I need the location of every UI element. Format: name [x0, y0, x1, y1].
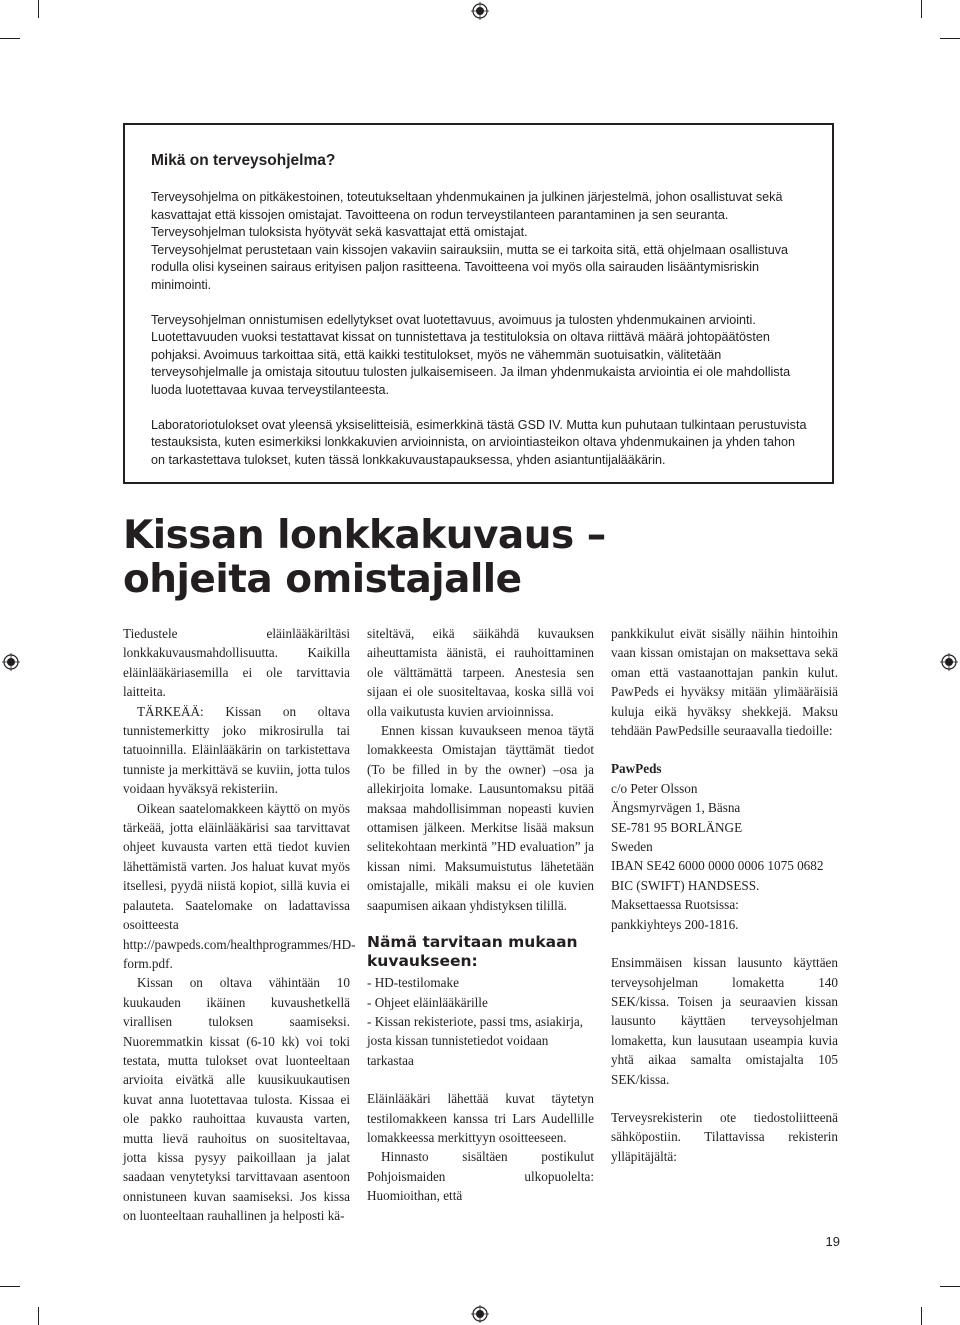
- page-title-line: ohjeita omistajalle: [123, 557, 522, 602]
- page-title-line: Kissan lonkkakuvaus –: [123, 513, 606, 558]
- column-3: [611, 624, 838, 1166]
- crop-mark: [0, 1286, 20, 1287]
- crop-mark: [940, 38, 960, 39]
- body-paragraph: Ensimmäisen kissan lausunto käyttäen terveysohjelman lomaketta 140 SEK/kissa. Toisen ja seuraavien kissan lausunto käyttäen terveysohjelman lomaketta, kun lausutaan useampia kuvia yhtä aikaa samalta omistajalta 105 SEK/kissa.: [611, 955, 838, 1087]
- body-paragraph: Hinnasto sisältäen postikulut Pohjoismaiden ulkopuolelta: Huomioithan, että: [367, 1149, 594, 1204]
- crop-mark: [921, 1307, 922, 1325]
- crop-mark: [38, 1307, 39, 1325]
- address-line: pankkiyhteys 200-1816.: [611, 916, 739, 932]
- registration-mark-icon: [471, 2, 489, 20]
- body-paragraph: pankkikulut eivät sisälly näihin hintoihin vaan kissan omistajan on maksettava sekä oman että vastaanottajan pankin kulut. PawPeds ei hyväksy mitään ylimääräisiä kuluja eikä hyväksy shekkejä. Maksu tehdään PawPedsille seuraavalla tiedoille:: [611, 626, 838, 739]
- address-line: Sweden: [611, 839, 653, 855]
- address-line: Maksettaessa Ruotsissa:: [611, 897, 739, 913]
- body-paragraph: Oikean saatelomakkeen käyttö on myös tärkeää, jotta eläinlääkärisi saa tarvittavat ohjeet kuvausta varten että tiedot kuvien lähettämistä varten. Jos haluat kuvat myös itsellesi, pyydä niistä kopiot, sillä kuvia ei palauteta. Saatelomake on ladattavissa osoitteesta http://pawpeds.com/healthprogrammes/HD-form.pdf.: [123, 800, 356, 971]
- page-title: [123, 514, 883, 602]
- info-paragraph: Terveysohjelmat perustetaan vain kissojen vakaviin sairauksiin, mutta se ei tarkoita sitä, että ohjelmaan osallistuva rodulla olisi kyseinen sairaus erityisen paljon rasitteena. Tavoitteena voi myös olla sairauden lisääntymisriskin minimointi.: [151, 242, 788, 292]
- crop-mark: [940, 1286, 960, 1287]
- info-box-title: Mikä on terveysohjelma?: [151, 152, 336, 169]
- address-line: SE-781 95 BORLÄNGE: [611, 819, 743, 835]
- registration-mark-icon: [2, 653, 20, 671]
- section-heading: Nämä tarvitaan mukaan kuvaukseen:: [367, 933, 578, 971]
- page-number: 19: [825, 1234, 840, 1249]
- crop-mark: [921, 0, 922, 18]
- bic-line: BIC (SWIFT) HANDSESS.: [611, 877, 760, 893]
- body-paragraph: TÄRKEÄÄ: Kissan on oltava tunnistemerkitty joko mikrosirulla tai tatuoinnilla. Eläinlääkärin on tarkistettava tunniste ja merkittävä se kuviin, jotta tulos voidaan hyväksyä rekisteriin.: [123, 703, 350, 797]
- body-paragraph: Tiedustele eläinlääkäriltäsi lonkkakuvausmahdollisuutta. Kaikilla eläinlääkäriasemilla ei ole tarvittavia laitteita.: [123, 626, 350, 700]
- info-box: [123, 123, 834, 484]
- address-line: Ängsmyrvägen 1, Bäsna: [611, 800, 741, 816]
- crop-mark: [38, 0, 39, 18]
- body-paragraph: siteltävä, eikä säikähdä kuvauksen aiheuttamista äänistä, ei rauhoittaminen ole välttämättä tarpeen. Anestesia sen sijaan ei ole suositeltavaa, koska sillä voi olla vaikutusta kuvien arvioinnissa.: [367, 626, 594, 719]
- column-2: [367, 624, 594, 1206]
- list-item: - Ohjeet eläinlääkärille: [367, 994, 488, 1010]
- body-paragraph: Terveysrekisterin ote tiedostoliitteenä sähköpostiin. Tilattavissa rekisterin ylläpitäjältä:: [611, 1109, 838, 1164]
- body-paragraph: Kissan on oltava vähintään 10 kuukauden ikäinen kuvaushetkellä virallisen tuloksen saamiseksi. Nuoremmatkin kissat (6-10 kk) voi toki testata, mutta tulokset ovat luonteeltaan arvioita eivätkä alle kuusikuukautisen kuvat anna luotettavaa tulosta. Kissaa ei ole pakko rauhoittaa kuvausta varten, mutta lievä rauhoitus on suositeltavaa, jotta kissa pysyy paikoillaan ja jalat saadaan venytetyksi tarvittavaan asentoon onnistuneen kuvan saamiseksi. Jos kissa on luonteeltaan rauhallinen ja helposti kä-: [123, 975, 350, 1224]
- iban-line: IBAN SE42 6000 0000 0006 1075 0682: [611, 858, 824, 874]
- list-item: - Kissan rekisteriote, passi tms, asiakirja, josta kissan tunnistetiedot voidaan tarkastaa: [367, 1013, 584, 1068]
- list-item: - HD-testilomake: [367, 975, 459, 991]
- address-name: PawPeds: [611, 761, 662, 777]
- registration-mark-icon: [471, 1305, 489, 1323]
- registration-mark-icon: [940, 653, 958, 671]
- body-paragraph: Eläinlääkäri lähettää kuvat täytetyn testilomakkeen kanssa tri Lars Audellille lomakkeessa merkittyyn osoitteeseen.: [367, 1091, 594, 1145]
- info-paragraph: Terveysohjelman onnistumisen edellytykset ovat luotettavuus, avoimuus ja tulosten yhdenmukainen arviointi. Luotettavuuden vuoksi testattavat kissat on tunnistettava ja testituloksia on oltava riittävä määrä johtopäätösten pohjaksi. Avoimuus tarkoittaa sitä, että kaikki testitulokset, myös ne vähemmän suotuisatkin, välitetään terveysohjelmalle ja omistaja sitoutuu tulosten julkaisemiseen. Ja ilman yhdenmukaista arviointia ei ole mahdollista luoda luotettavaa kuvaa terveystilanteesta.: [151, 312, 791, 397]
- address-line: c/o Peter Olsson: [611, 780, 698, 796]
- crop-mark: [0, 38, 20, 39]
- info-paragraph: Terveysohjelma on pitkäkestoinen, toteutukseltaan yhdenmukainen ja julkinen järjestelmä, johon osallistuvat sekä kasvattajat että kissojen omistajat. Tavoitteena on rodun terveystilanteen parantaminen ja sen seuranta. Terveysohjelman tuloksista hyötyvät sekä kasvattajat että omistajat.: [151, 190, 783, 240]
- column-1: [123, 624, 356, 1226]
- info-paragraph: Laboratoriotulokset ovat yleensä yksiselitteisiä, esimerkkinä tästä GSD IV. Mutta kun puhutaan tulkintaan perustuvista testauksista, kuten esimerkiksi lonkkakuvien arvioinnista, on arviointiasteikon oltava yhdenmukainen ja yhden tahon on tarkastettava tulokset, kuten tässä lonkkakuvaustapauksessa, yhden asiantuntijalääkärin.: [151, 417, 807, 467]
- body-paragraph: Ennen kissan kuvaukseen menoa täytä lomakkeesta Omistajan täyttämät tiedot (To be filled in by the owner) –osa ja allekirjoita lomake. Lausuntomaksu pitää maksaa mahdollisimman nopeasti kuvien ottamisen jälkeen. Merkitse lisää maksun selitekohtaan merkintä ”HD evaluation” ja kissan nimi. Maksumuistutus lähetetään omistajalle, mikäli maksu ei ole kuvien saapumisen aikaan yhdistyksen tilillä.: [367, 723, 594, 913]
